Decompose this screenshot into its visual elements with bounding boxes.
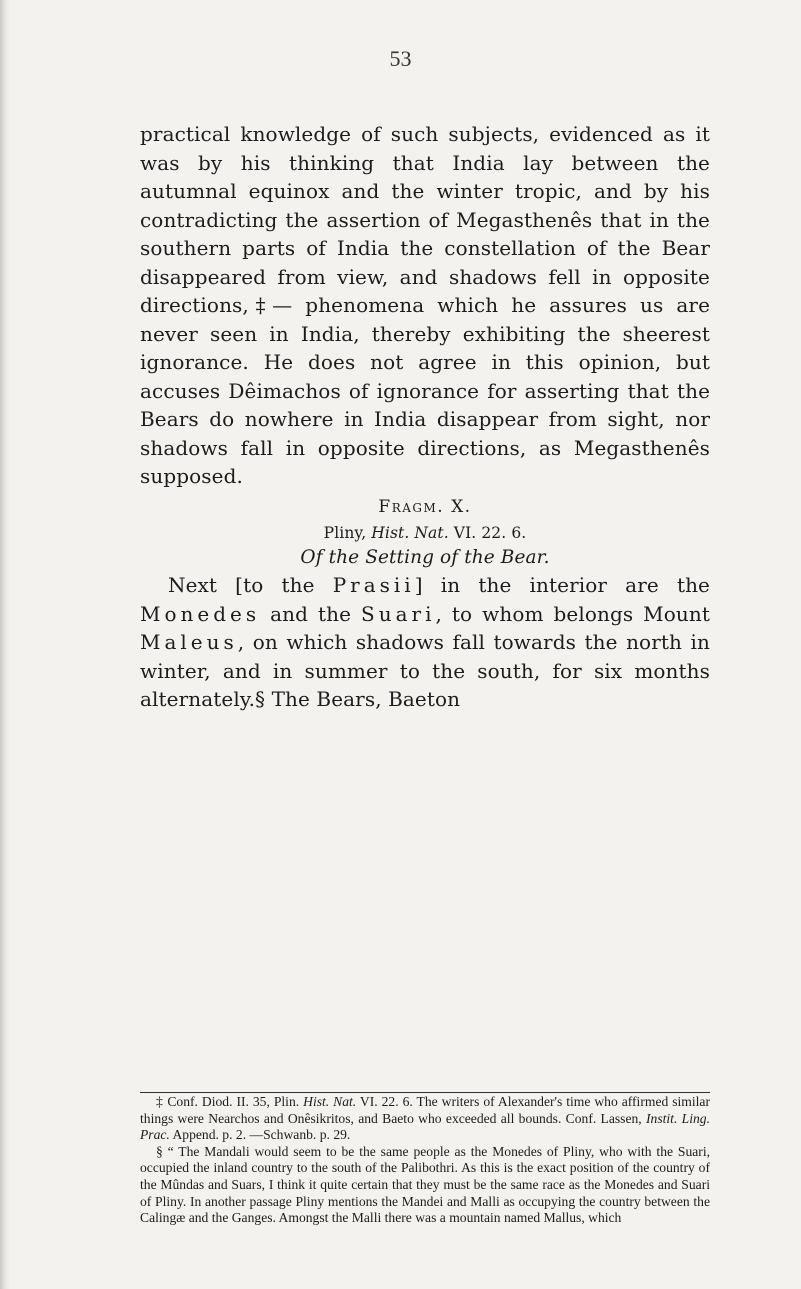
paragraph-2-text-d: , to whom belongs Mount <box>435 601 710 626</box>
page-edge-shadow <box>0 0 10 1289</box>
footnote-1-work: Hist. Nat. <box>303 1094 357 1109</box>
paragraph-2-text-f: The Bears, Baeton <box>265 687 461 711</box>
footnote-2-marker: § <box>156 1143 163 1159</box>
footnote-1-work-2: Instit. Ling. Prac. <box>140 1110 710 1143</box>
footnote-1 <box>140 1094 710 1144</box>
paragraph-1-text-a: practical knowledge of such subjects, evidenced as it was by his thinking that India lay between the autumnal equinox and the winter tropic, and by his contradicting the assertion of Megasthenês that in the southern parts of India the constellation of the Bear disappeared from view, and shadows fell in opposite directions, <box>140 122 710 317</box>
paragraph-2-text-b: ] in the interior are the <box>414 573 710 597</box>
name-prasii: Prasii <box>332 573 415 597</box>
page-number: 53 <box>389 46 412 71</box>
citation-reference: VI. 22. 6. <box>448 524 527 542</box>
footnotes <box>140 1094 710 1227</box>
paragraph-2-text-a: Next [to the <box>168 573 333 597</box>
fragment-heading: Fragm. X. <box>378 496 472 517</box>
fragment-subtitle: Of the Setting of the Bear. <box>300 547 550 568</box>
paragraph-2-text-e: , on which shadows fall towards the north in winter, and in summer to the south, for six months alternately. <box>140 630 710 711</box>
paragraph-2-text-c: and the <box>260 601 361 626</box>
footnote-divider <box>140 1092 710 1093</box>
fragment-citation <box>140 521 710 545</box>
footnote-ref-double-dagger: ‡ <box>248 293 273 317</box>
name-monedes: Monedes <box>140 601 261 626</box>
footnote-2-text: “ The Mandali would seem to be the same people as the Monedes of Pliny, who with the Suari, occupied the inland country to the south of the Palibothri. As this is the exact position of the country of the Mûndas and Suars, I think it quite certain that they must be the same race as the Monedes and Suari of Pliny. In another passage Pliny mentions the Mandei and Malli as occupying the country between the Calingæ and the Ganges. Amongst the Malli there was a mountain named Mallus, which <box>140 1143 710 1226</box>
footnote-2 <box>140 1144 710 1227</box>
paragraph-2 <box>140 571 710 714</box>
main-text <box>140 120 710 714</box>
footnote-1-text-c: Append. p. 2. —Schwanb. p. 29. <box>169 1127 351 1143</box>
footnote-ref-section: § <box>255 687 266 711</box>
footnote-1-marker: ‡ <box>156 1094 164 1109</box>
name-suari: Suari <box>361 601 436 626</box>
name-maleus: Maleus <box>140 630 238 654</box>
paragraph-1 <box>140 120 710 491</box>
footnote-1-text-b: VI. 22. 6. The writers of Alexander's time who affirmed similar things were Nearchos and Onêsikritos, and Baeto who exceeded all bounds. Conf. Lassen, <box>140 1094 710 1126</box>
citation-author: Pliny, <box>323 524 372 542</box>
citation-work: Hist. Nat. <box>371 524 449 542</box>
paragraph-1-text-b: — phenomena which he assures us are never seen in India, thereby exhibiting the sheerest ignorance. He does not agree in this opinion, but accuses Dêimachos of ignorance for asserting that the Bears do nowhere in India disappear from sight, nor shadows fall in opposite directions, as Megasthenês supposed. <box>140 293 711 488</box>
footnote-1-text-a: Conf. Diod. II. 35, Plin. <box>163 1094 304 1109</box>
